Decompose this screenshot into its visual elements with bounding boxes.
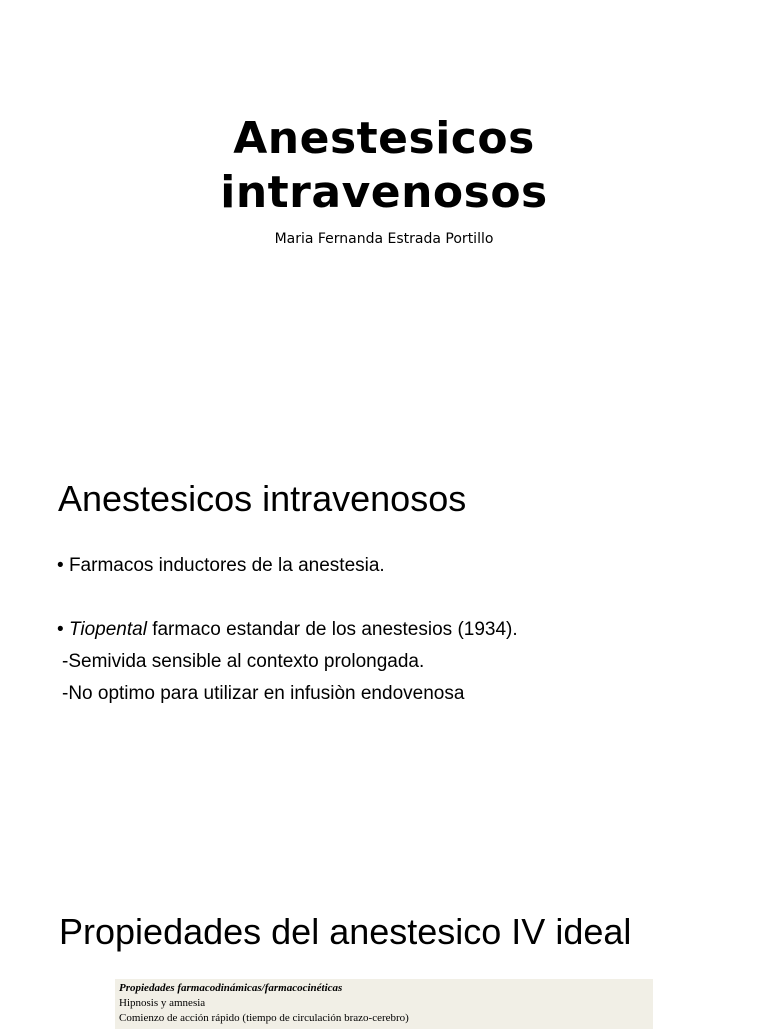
author-name: Maria Fernanda Estrada Portillo [274, 231, 494, 247]
slide-heading: Anestesicos intravenosos [58, 478, 467, 519]
bullet-text: Farmacos inductores de la anestesia. [68, 555, 385, 576]
bullet-text: farmaco estandar de los anestesios (1934). [146, 619, 518, 640]
bullet-item [57, 550, 518, 582]
drug-name: Tiopental [68, 619, 147, 640]
bullet-marker: • [57, 555, 64, 576]
content-slide [0, 430, 768, 860]
slide-title [0, 112, 768, 220]
table-row: Comienzo de acción rápido (tiempo de circulación brazo-cerebro) [119, 1012, 409, 1024]
slide-heading: Propiedades del anestesico IV ideal [59, 911, 632, 952]
title-slide [0, 0, 768, 430]
bullet-list [57, 550, 518, 710]
properties-slide [0, 860, 768, 1024]
sub-item: -Semivida sensible al contexto prolongada. [62, 651, 425, 672]
bullet-item [57, 614, 518, 646]
bullet-marker: • [57, 619, 64, 640]
table-header: Propiedades farmacodinámicas/farmacocinéticas [119, 982, 343, 994]
properties-table [115, 979, 653, 1029]
title-line-2: intravenosos [220, 167, 548, 218]
table-row: Hipnosis y amnesia [119, 997, 206, 1009]
title-line-1: Anestesicos [233, 113, 535, 164]
sub-item: -No optimo para utilizar en infusiòn endovenosa [62, 683, 465, 704]
